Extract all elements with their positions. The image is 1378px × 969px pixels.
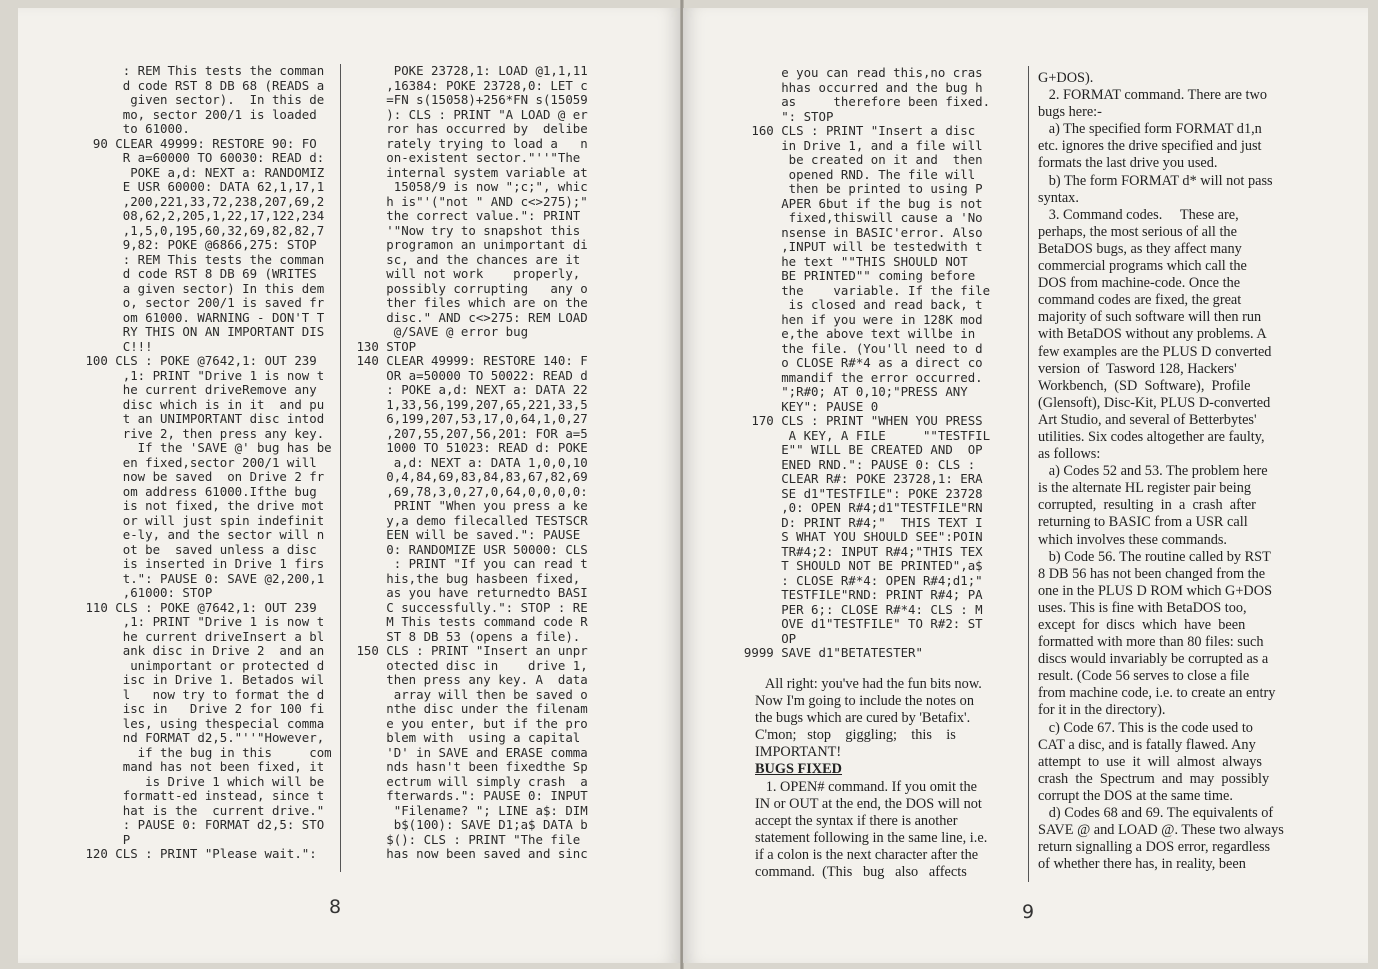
code-line: 9999 SAVE d1"BETATESTER" (729, 645, 923, 660)
code-line: to 61000. (78, 121, 190, 136)
code-line: array will then be saved o (349, 686, 588, 702)
code-line: ": STOP (729, 108, 834, 124)
text-line: BetaDOS bugs, as they affect many (1038, 240, 1242, 257)
code-line: programon an unimportant di (349, 237, 588, 252)
code-line: ank disc in Drive 2 and an (78, 643, 325, 658)
text-line: command. (This bug also affects (755, 864, 967, 881)
code-line: D: PRINT R#4;" THIS TEXT I (729, 514, 983, 530)
text-line: b) Code 56. The routine called by RST (1038, 548, 1271, 565)
code-line: t an UNIMPORTANT disc intod (78, 411, 325, 426)
text-line: majority of such software will then run (1038, 309, 1262, 326)
code-line: mmandif the error occurred. (729, 369, 983, 385)
code-line: disc." AND c<>275: REM LOAD (349, 309, 588, 325)
code-line: given sector). In this de (78, 92, 325, 107)
text-line: 8 DB 56 has not been changed from the (1038, 565, 1266, 582)
code-line: ,69,78,3,0,27,0,64,0,0,0,0: (349, 483, 588, 499)
text-line: Workbench, (SD Software), Profile (1038, 377, 1251, 394)
code-line: has now been saved and sinc (349, 846, 588, 861)
left-page-code-column-2 (349, 64, 588, 862)
text-line: if a colon is the next character after the (755, 846, 979, 863)
text-line: which involves these commands. (1038, 531, 1228, 548)
code-line: as you have returnedto BASI (349, 585, 588, 600)
text-line: Now I'm going to include the notes on (755, 693, 974, 710)
code-line: otected disc in drive 1, (349, 657, 588, 673)
code-line: TR#4;2: INPUT R#4;"THIS TEX (729, 543, 983, 559)
code-line: be created on it and then (729, 152, 983, 167)
text-line: SAVE @ and LOAD @. These two always (1038, 822, 1284, 839)
text-line: a) The specified form FORMAT d1,n (1038, 121, 1262, 138)
text-line: command codes are fixed, the great (1038, 292, 1242, 309)
code-line: CLEAR R#: POKE 23728,1: ERA (729, 471, 983, 486)
text-line: IN or OUT at the end, the DOS will not (755, 795, 982, 812)
text-line: with BetaDOS without any problems. A (1038, 326, 1267, 343)
text-line: statement following in the same line, i.e. (755, 829, 988, 846)
code-line: sc, and the chances are it (349, 251, 581, 267)
text-line: discs would invariably be corrupted as a (1038, 651, 1269, 668)
text-line: 3. Command codes. These are, (1038, 206, 1239, 223)
code-line: les, using thespecial comma (78, 715, 325, 731)
code-line: will not work properly, (349, 266, 581, 281)
right-page-prose-column-2 (1038, 70, 1284, 873)
code-line: EEN will be saved.": PAUSE (349, 527, 581, 542)
code-line: 130 STOP (349, 338, 417, 354)
code-line: R a=60000 TO 60030: READ d: (78, 150, 325, 165)
left-page-code-column-1 (78, 64, 332, 862)
code-line: mo, sector 200/1 is loaded (78, 106, 317, 122)
code-line: he current driveInsert a bl (78, 628, 325, 644)
code-line: is not fixed, the drive mot (78, 498, 325, 513)
text-line: uses. This is fine with BetaDOS too, (1038, 599, 1247, 616)
code-line: PER 6;: CLOSE R#*4: CLS : M (729, 601, 983, 617)
code-line: RY THIS ON AN IMPORTANT DIS (78, 324, 325, 339)
code-line: SE d1"TESTFILE": POKE 23728 (729, 485, 983, 501)
code-line: ror has occurred by delibe (349, 121, 588, 136)
code-line: "Filename? "; LINE a$: DIM (349, 802, 588, 818)
text-line: DOS from machine-code. Once the (1038, 275, 1241, 292)
code-line: E USR 60000: DATA 62,1,17,1 (78, 179, 325, 194)
code-line: disc which is in it and pu (78, 396, 325, 412)
code-line: : CLOSE R#*4: OPEN R#4;d1;" (729, 572, 983, 588)
code-line: 170 CLS : PRINT "WHEN YOU PRESS (729, 413, 983, 428)
code-line: he current driveRemove any (78, 382, 317, 397)
left-page-column-divider (340, 64, 341, 872)
code-line: e-ly, and the sector will n (78, 527, 325, 542)
text-line: G+DOS). (1038, 70, 1094, 86)
code-line: : PRINT "If you can read t (349, 556, 588, 571)
code-line: nd FORMAT d2,5."''"However, (78, 730, 325, 745)
code-line: t.": PAUSE 0: SAVE @2,200,1 (78, 570, 325, 586)
code-line: hhas occurred and the bug h (729, 79, 983, 95)
code-line: ,1: PRINT "Drive 1 is now t (78, 614, 325, 629)
code-line: P (78, 831, 131, 847)
code-line: as therefore been fixed. (729, 94, 991, 109)
code-line: en fixed,sector 200/1 will (78, 454, 317, 470)
code-line: nthe disc under the filenam (349, 701, 588, 716)
code-line: OP (729, 630, 797, 646)
right-page-code-listing (729, 66, 990, 661)
code-line: fterwards.": PAUSE 0: INPUT (349, 788, 588, 803)
code-line: 6,199,207,53,17,0,64,1,0,27 (349, 411, 588, 426)
text-line: formatted with more than 80 files: such (1038, 634, 1264, 651)
code-line: ,16384: POKE 23728,0: LET c (349, 77, 588, 93)
code-line: KEY": PAUSE 0 (729, 398, 879, 414)
code-line: T SHOULD NOT BE PRINTED",a$ (729, 558, 983, 573)
text-line: BUGS FIXED (755, 761, 842, 778)
code-line: internal system variable at (349, 164, 588, 180)
text-line: crash the Spectrum and may possibly (1038, 770, 1270, 787)
text-line: formats the last drive you used. (1038, 155, 1218, 172)
text-line: C'mon; stop giggling; this is (755, 727, 956, 744)
text-line: version of Tasword 128, Hackers' (1038, 360, 1237, 377)
text-line: c) Code 67. This is the code used to (1038, 719, 1253, 736)
code-line: TESTFILE"RND: PRINT R#4; PA (729, 587, 983, 602)
code-line: nsense in BASIC'error. Also (729, 224, 983, 240)
code-line: ,1,5,0,195,60,32,69,82,82,7 (78, 222, 325, 238)
code-line: fixed,thiswill cause a 'No (729, 210, 983, 225)
code-line: 08,62,2,205,1,22,17,122,234 (78, 208, 325, 223)
code-line: e you can read this,no cras (729, 65, 983, 80)
code-line: : PAUSE 0: FORMAT d2,5: STO (78, 817, 325, 832)
code-line: A KEY, A FILE ""TESTFIL (729, 427, 991, 443)
code-line: he text ""THIS SHOULD NOT (729, 253, 968, 269)
code-line: isc in Drive 2 for 100 fi (78, 701, 325, 716)
code-line: om address 61000.Ifthe bug (78, 483, 317, 499)
code-line: 1,33,56,199,207,65,221,33,5 (349, 396, 588, 412)
code-line: '"Now try to snapshot this (349, 222, 581, 238)
page-number-right: 9 (1022, 901, 1035, 923)
text-line: except for discs which have been (1038, 617, 1246, 633)
text-line: b) The form FORMAT d* will not pass (1038, 172, 1273, 189)
code-line: 15058/9 is now ";c;", whic (349, 179, 588, 194)
code-line: 0: RANDOMIZE USR 50000: CLS (349, 541, 588, 557)
code-line: PRINT "When you press a ke (349, 498, 588, 513)
code-line: ectrum will simply crash a (349, 773, 588, 789)
text-line: return signalling a DOS error, regardless (1038, 839, 1271, 856)
text-line: (Glensoft), Disc-Kit, PLUS D-converted (1038, 394, 1271, 411)
right-page-column-divider (1028, 66, 1029, 882)
code-line: unimportant or protected d (78, 657, 325, 673)
text-line: attempt to use it will almost always (1038, 753, 1262, 770)
text-line: returning to BASIC from a USR call (1038, 514, 1248, 531)
code-line: ";R#0; AT 0,10;"PRESS ANY (729, 384, 968, 399)
text-line: one in the PLUS D ROM which G+DOS (1038, 582, 1273, 599)
code-line: POKE 23728,1: LOAD @1,1,11 (349, 63, 588, 78)
code-line: nds hasn't been fixedthe Sp (349, 759, 588, 774)
code-line: d code RST 8 DB 69 (WRITES (78, 266, 317, 281)
code-line: 90 CLEAR 49999: RESTORE 90: FO (78, 135, 317, 151)
code-line: ot be saved unless a disc (78, 541, 317, 557)
text-line: accept the syntax if there is another (755, 812, 958, 829)
text-line: of whether there has, in reality, been (1038, 856, 1246, 873)
code-line: y,a demo filecalled TESTSCR (349, 512, 588, 528)
text-line: corrupt the DOS at the same time. (1038, 787, 1233, 804)
text-line: d) Codes 68 and 69. The equivalents of (1038, 805, 1274, 822)
page-number-left: 8 (329, 896, 342, 918)
code-line: d code RST 8 DB 68 (READS a (78, 77, 325, 93)
code-line: opened RND. The file will (729, 166, 976, 182)
text-line: etc. ignores the drive specified and just (1038, 138, 1262, 155)
code-line: OVE d1"TESTFILE" TO R#2: ST (729, 616, 983, 631)
code-line: @/SAVE @ error bug (349, 324, 529, 339)
text-line: the bugs which are cured by 'Betafix'. (755, 710, 971, 727)
code-line: blem with using a capital (349, 730, 581, 745)
code-line: formatt-ed instead, since t (78, 788, 325, 803)
code-line: ther files which are on the (349, 295, 588, 310)
code-line: =FN s(15058)+256*FN s(15059 (349, 92, 588, 107)
code-line: 110 CLS : POKE @7642,1: OUT 239 (78, 599, 317, 615)
left-page (18, 8, 680, 963)
text-line: syntax. (1038, 189, 1079, 206)
code-line: possibly corrupting any o (349, 280, 588, 296)
code-line: POKE a,d: NEXT a: RANDOMIZ (78, 164, 325, 180)
text-line: few examples are the PLUS D converted (1038, 343, 1272, 360)
code-line: h is"'("not " AND c<>275);" (349, 193, 588, 209)
code-line: 0,4,84,69,83,84,83,67,82,69 (349, 469, 588, 484)
code-line: ): CLS : PRINT "A LOAD @ er (349, 106, 588, 122)
code-line: l now try to format the d (78, 686, 325, 702)
code-line: ,0: OPEN R#4;d1"TESTFILE"RN (729, 500, 983, 515)
text-line: result. (Code 56 serves to close a file (1038, 668, 1250, 685)
code-line: a given sector) In this dem (78, 280, 325, 296)
code-line: 140 CLEAR 49999: RESTORE 140: F (349, 353, 588, 368)
code-line: 150 CLS : PRINT "Insert an unpr (349, 643, 588, 658)
code-line: APER 6but if the bug is not (729, 195, 983, 211)
code-line: is closed and read back, t (729, 297, 983, 312)
code-line: M This tests command code R (349, 614, 588, 629)
code-line: : POKE a,d: NEXT a: DATA 22 (349, 382, 588, 397)
code-line: ,1: PRINT "Drive 1 is now t (78, 367, 325, 383)
code-line: S WHAT YOU SHOULD SEE":POIN (729, 529, 983, 544)
code-line: ,200,221,33,72,238,207,69,2 (78, 193, 325, 209)
code-line: : REM This tests the comman (78, 63, 325, 78)
code-line: on-existent sector."''"The (349, 150, 581, 165)
code-line: or will just spin indefinit (78, 512, 325, 528)
code-line: 9,82: POKE @6866,275: STOP (78, 237, 317, 252)
code-line: rive 2, then press any key. (78, 425, 325, 441)
text-line: is the alternate HL register pair being (1038, 480, 1252, 497)
code-line: ST 8 DB 53 (opens a file). (349, 628, 581, 644)
code-line: b$(100): SAVE D1;a$ DATA b (349, 817, 588, 832)
code-line: the file. (You'll need to d (729, 340, 983, 356)
code-line: hat is the current drive." (78, 802, 325, 818)
code-line: om 61000. WARNING - DON'T T (78, 309, 325, 325)
code-line: ENED RND.": PAUSE 0: CLS : (729, 456, 976, 472)
code-line: rately trying to load a n (349, 135, 588, 151)
text-line: as follows: (1038, 446, 1101, 463)
code-line: hen if you were in 128K mod (729, 311, 983, 327)
right-page (683, 8, 1368, 963)
code-line: OR a=50000 TO 50022: READ d (349, 367, 588, 383)
code-line: a,d: NEXT a: DATA 1,0,0,10 (349, 454, 588, 470)
text-line: perhaps, the most serious of all the (1038, 223, 1237, 240)
code-line: 1000 TO 51023: READ d: POKE (349, 440, 588, 455)
text-line: corrupted, resulting in a crash after (1038, 497, 1256, 514)
code-line: is inserted in Drive 1 firs (78, 556, 325, 571)
code-line: his,the bug hasbeen fixed, (349, 570, 581, 586)
code-line: ,207,55,207,56,201: FOR a=5 (349, 425, 588, 441)
code-line: If the 'SAVE @' bug has be (78, 440, 332, 455)
code-line: mand has not been fixed, it (78, 759, 325, 774)
text-line: commercial programs which call the (1038, 258, 1247, 275)
code-line: then be printed to using P (729, 181, 983, 196)
code-line: isc in Drive 1. Betados wil (78, 672, 325, 687)
code-line: 100 CLS : POKE @7642,1: OUT 239 (78, 353, 317, 368)
code-line: then press any key. A data (349, 672, 588, 687)
code-line: e,the above text willbe in (729, 326, 976, 341)
text-line: utilities. Six codes altogether are faulty, (1038, 428, 1265, 445)
text-line: CAT a disc, and is fatally flawed. Any (1038, 736, 1256, 753)
code-line: : REM This tests the comman (78, 251, 325, 267)
text-line: 1. OPEN# command. If you omit the (755, 778, 977, 795)
text-line: bugs here:- (1038, 104, 1102, 121)
code-line: the correct value.": PRINT (349, 208, 581, 223)
code-line: 160 CLS : PRINT "Insert a disc (729, 123, 976, 138)
text-line: 2. FORMAT command. There are two (1038, 87, 1267, 104)
code-line: ,61000: STOP (78, 585, 213, 600)
code-line: 120 CLS : PRINT "Please wait.": (78, 846, 317, 861)
code-line: e you enter, but if the pro (349, 715, 588, 731)
code-line: $(): CLS : PRINT "The file (349, 831, 581, 847)
text-line: for it in the directory). (1038, 702, 1166, 719)
code-line: E"" WILL BE CREATED AND OP (729, 442, 983, 457)
code-line: is Drive 1 which will be (78, 773, 325, 789)
text-line: IMPORTANT! (755, 744, 842, 761)
text-line: a) Codes 52 and 53. The problem here (1038, 463, 1268, 480)
code-line: ,INPUT will be testedwith t (729, 239, 983, 254)
text-line: All right: you've had the fun bits now. (755, 676, 982, 692)
code-line: 'D' in SAVE and ERASE comma (349, 744, 588, 760)
code-line: C successfully.": STOP : RE (349, 599, 588, 615)
code-line: o CLOSE R#*4 as a direct co (729, 355, 983, 370)
code-line: if the bug in this com (78, 744, 332, 760)
code-line: in Drive 1, and a file will (729, 137, 983, 153)
code-line: now be saved on Drive 2 fr (78, 469, 325, 484)
text-line: Art Studio, and several of Betterbytes' (1038, 411, 1257, 428)
code-line: C!!! (78, 338, 153, 354)
text-line: from machine code, i.e. to create an entry (1038, 685, 1276, 702)
code-line: the variable. If the file (729, 282, 991, 298)
code-line: o, sector 200/1 is saved fr (78, 295, 325, 310)
code-line: BE PRINTED"" coming before (729, 268, 976, 283)
right-page-prose-column-1 (755, 676, 987, 881)
